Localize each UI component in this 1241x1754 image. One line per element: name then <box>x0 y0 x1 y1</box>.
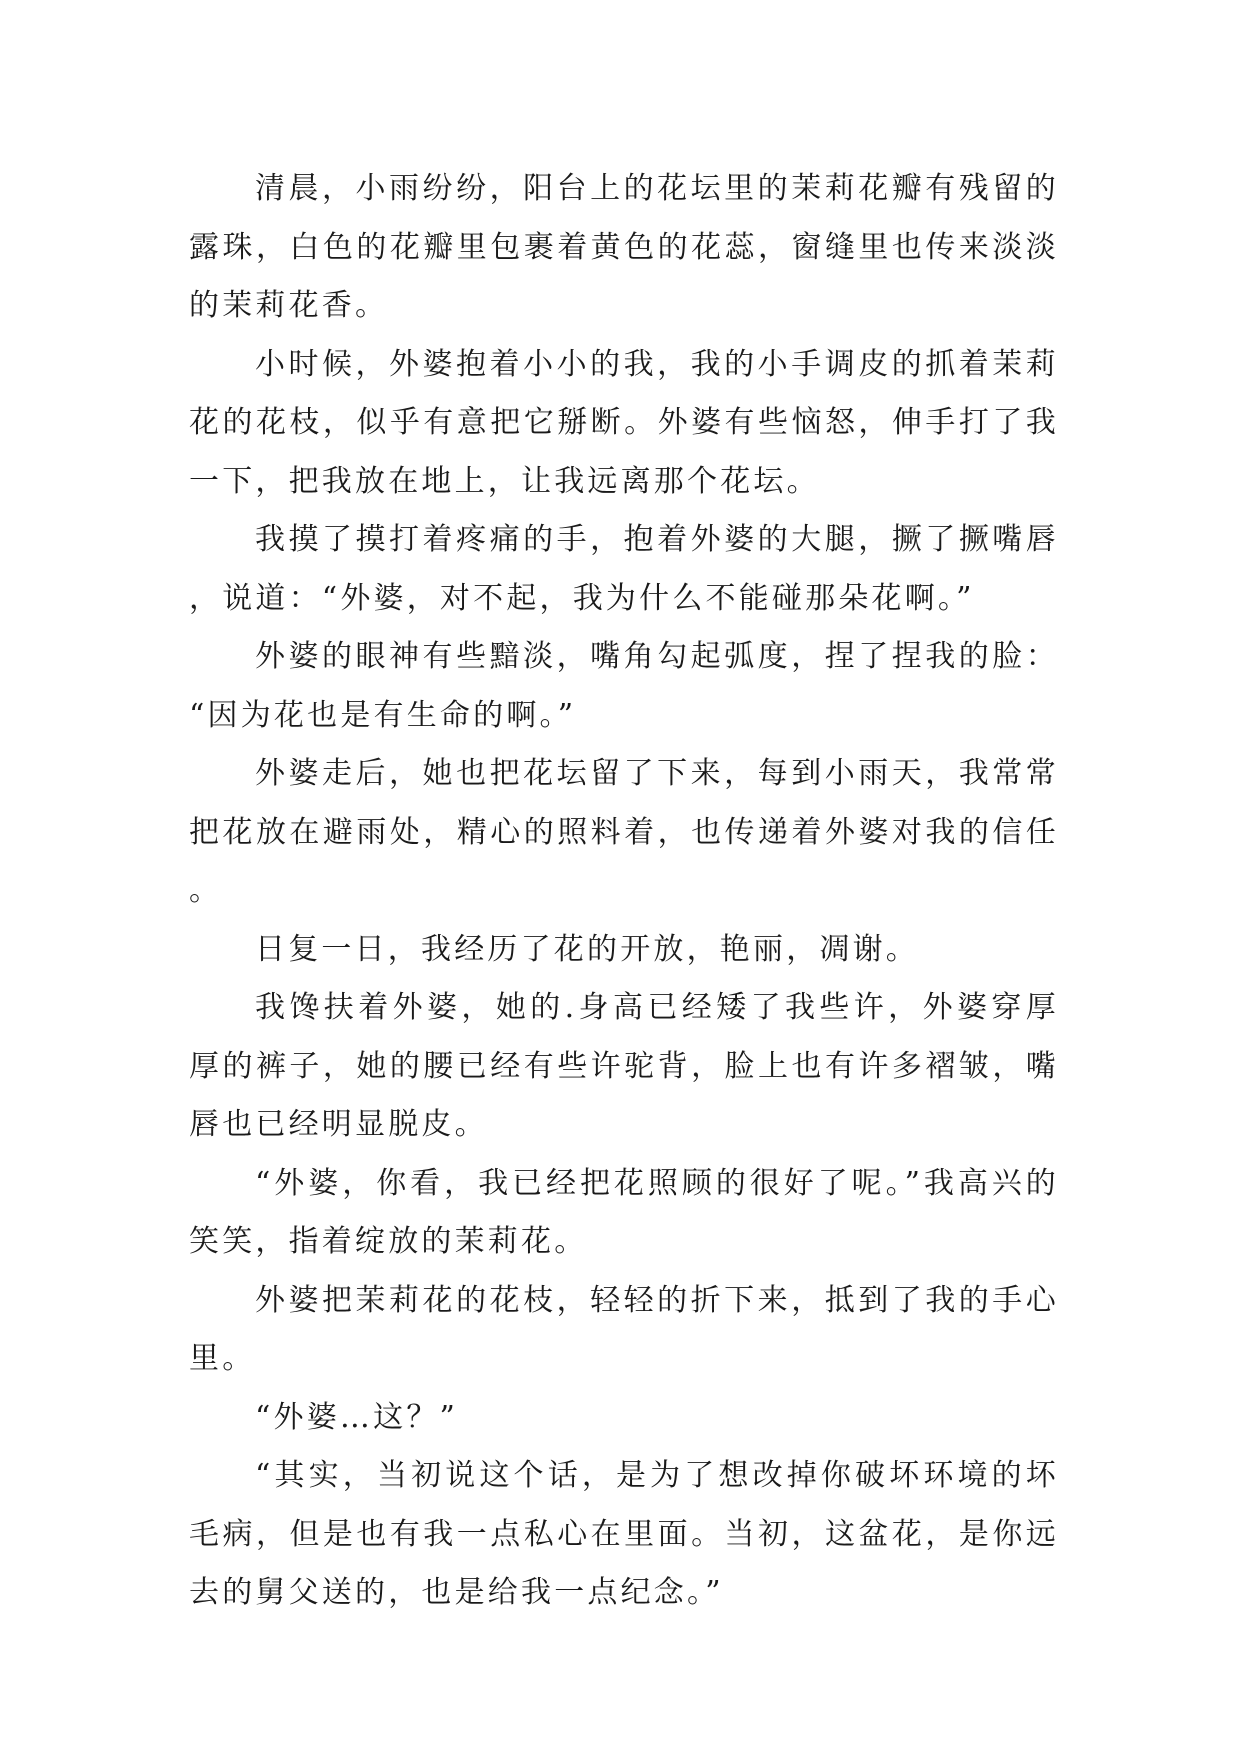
paragraph: 我馋扶着外婆，她的.身高已经矮了我些许，外婆穿厚厚的裤子，她的腰已经有些许驼背，脸上也有许多褶皱，嘴唇也已经明显脱皮。 <box>189 990 1059 1142</box>
paragraph: 日复一日，我经历了花的开放，艳丽，凋谢。 <box>255 931 919 967</box>
paragraph: 小时候，外婆抱着小小的我，我的小手调皮的抓着茉莉花的花枝，似乎有意把它掰断。外婆有些恼怒，伸手打了我一下，把我放在地上，让我远离那个花坛。 <box>189 346 1059 499</box>
paragraph: “外婆，你看，我已经把花照顾的很好了呢。”我高兴的笑笑，指着绽放的茉莉花。 <box>189 1165 1059 1259</box>
paragraph: 外婆的眼神有些黯淡，嘴角勾起弧度，捏了捏我的脸：“因为花也是有生命的啊。” <box>189 639 1059 733</box>
paragraph: 我摸了摸打着疼痛的手，抱着外婆的大腿，撅了撅嘴唇，说道：“外婆，对不起，我为什么不能碰那朵花啊。” <box>189 522 1059 616</box>
paragraph: “外婆…这？” <box>255 1399 459 1435</box>
paragraph: “其实，当初说这个话，是为了想改掉你破坏环境的坏毛病，但是也有我一点私心在里面。当初，这盆花，是你远去的舅父送的，也是给我一点纪念。” <box>189 1458 1059 1610</box>
paragraph: 外婆走后，她也把花坛留了下来，每到小雨天，我常常把花放在避雨处，精心的照料着，也传递着外婆对我的信任。 <box>189 756 1059 908</box>
article-body <box>189 160 1059 1623</box>
paragraph: 清晨，小雨纷纷，阳台上的花坛里的茉莉花瓣有残留的露珠，白色的花瓣里包裹着黄色的花蕊，窗缝里也传来淡淡的茉莉花香。 <box>189 171 1059 323</box>
paragraph: 外婆把茉莉花的花枝，轻轻的折下来，抵到了我的手心里。 <box>189 1282 1059 1376</box>
